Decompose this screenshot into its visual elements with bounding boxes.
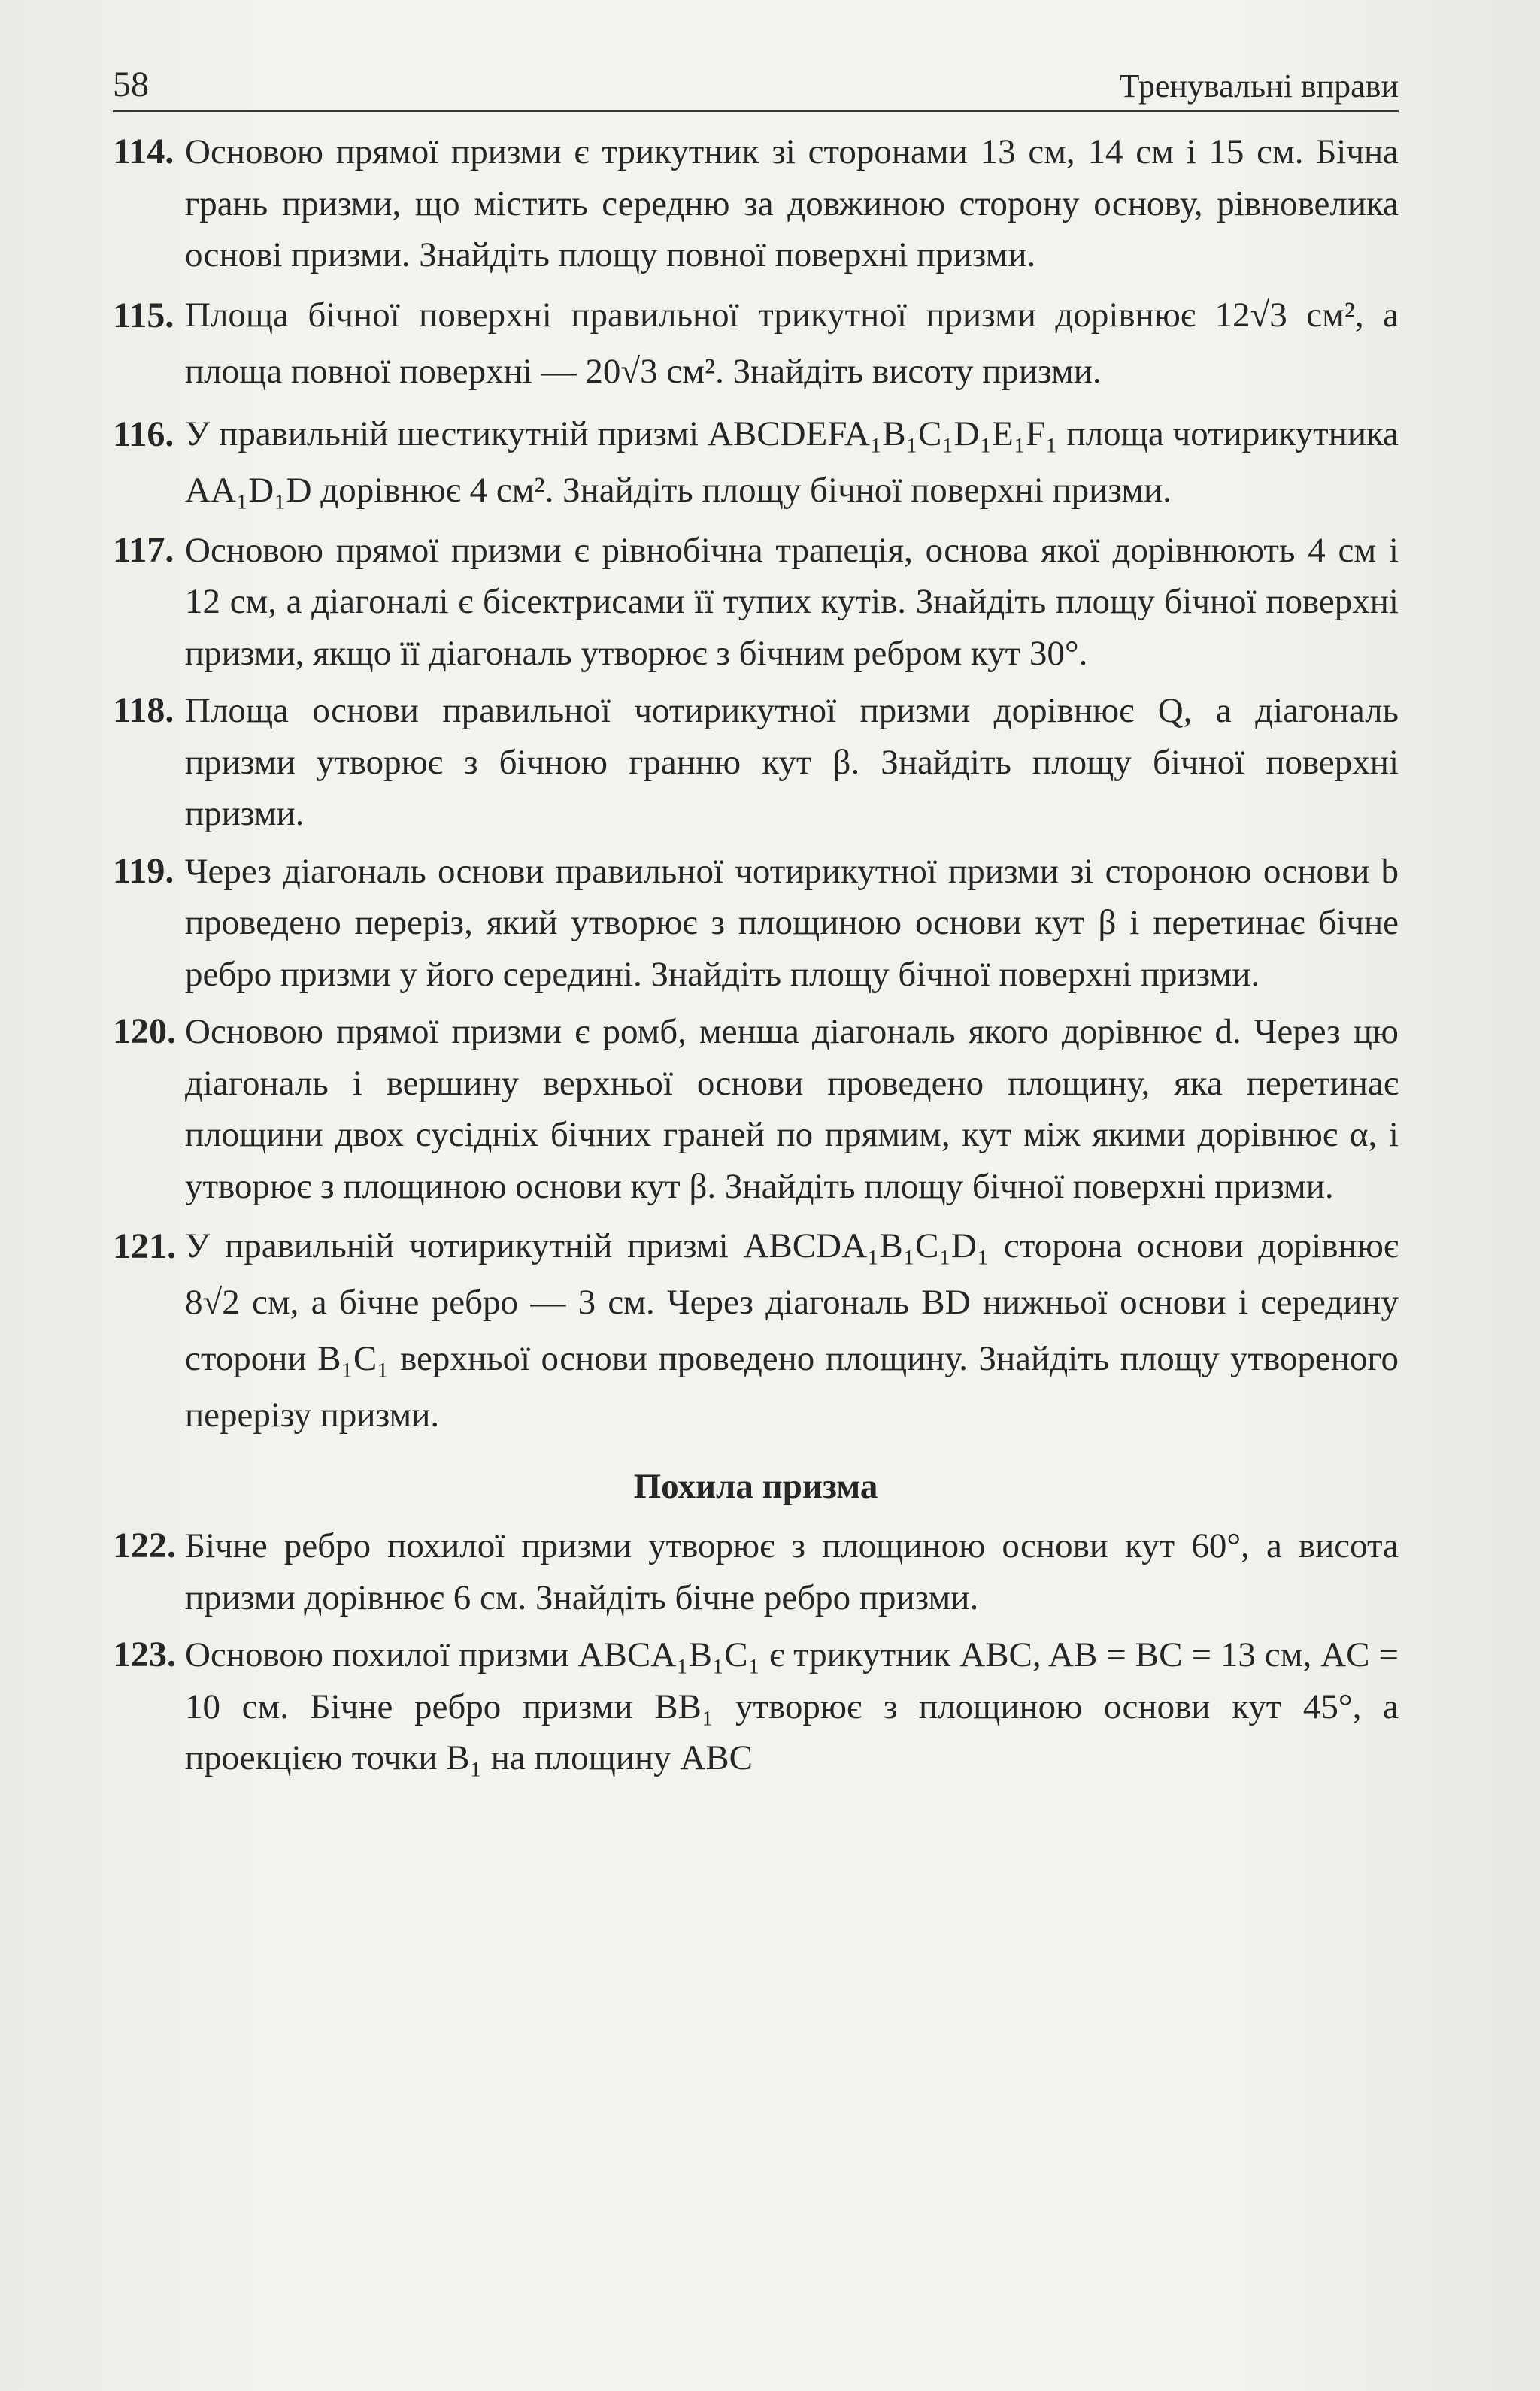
problem-text: Основою похилої призми ABCA₁B₁C₁ є трикутник ABC, AB = BC = 13 см, AC = 10 см. Бічне ребро призми BB₁ утворює з площиною основи кут 45°, а проекцією точки B₁ на площину ABC	[185, 1635, 1399, 1777]
problem-number: 117.	[113, 529, 174, 570]
page-header	[113, 65, 1399, 112]
problem-text: Площа бічної поверхні правильної трикутної призми дорівнює 12√3 см², а площа повної поверхні — 20√3 см². Знайдіть висоту призми.	[185, 295, 1399, 391]
problem-text: Через діагональ основи правильної чотирикутної призми зі стороною основи b проведено переріз, який утворює з площиною основи кут β і перетинає бічне ребро призми у його середині. Знайдіть площу бічної поверхні призми.	[185, 851, 1399, 994]
problem-text: Основою прямої призми є ромб, менша діагональ якого дорівнює d. Через цю діагональ і вершину верхньої основи проведено площину, яка перетинає площини двох сусідніх бічних граней по прямим, кут між якими дорівнює α, і утворює з площиною основи кут β. Знайдіть площу бічної поверхні призми.	[185, 1012, 1399, 1206]
problem-text: Основою прямої призми є рівнобічна трапеція, основа якої дорівнюють 4 см і 12 см, а діагоналі є бісектрисами її тупих кутів. Знайдіть площу бічної поверхні призми, якщо її діагональ утворює з бічним ребром кут 30°.	[185, 530, 1399, 673]
problem-number: 122.	[113, 1526, 176, 1565]
problem-122	[113, 1520, 1399, 1623]
problem-117	[113, 525, 1399, 680]
running-title: Тренувальні вправи	[1119, 68, 1399, 105]
problem-119	[113, 846, 1399, 1001]
section-heading: Похила призма	[633, 1467, 878, 1506]
page-number: 58	[113, 65, 149, 105]
problem-116	[113, 406, 1399, 519]
problem-text: Основою прямої призми є трикутник зі сторонами 13 см, 14 см і 15 см. Бічна грань призми, що містить середню за довжиною сторону основу, рівновелика основі призми. Знайдіть площу повної поверхні призми.	[185, 132, 1399, 274]
problem-118	[113, 685, 1399, 840]
problem-number: 120.	[113, 1011, 176, 1051]
problem-text: Бічне ребро похилої призми утворює з площиною основи кут 60°, а висота призми дорівнює 6 см. Знайдіть бічне ребро призми.	[185, 1526, 1399, 1617]
problem-115	[113, 287, 1399, 400]
problem-number: 119.	[113, 850, 174, 891]
problem-number: 115.	[113, 295, 174, 335]
problem-number: 121.	[113, 1226, 176, 1266]
problem-121	[113, 1218, 1399, 1444]
problem-number: 114.	[113, 132, 174, 171]
problem-text: У правильній чотирикутній призмі ABCDA₁B₁C₁D₁ сторона основи дорівнює 8√2 см, а бічне ребро — 3 см. Через діагональ BD нижньої основи і середину сторони B₁C₁ верхньої основи проведено площину. Знайдіть площу утвореного перерізу призми.	[185, 1226, 1399, 1435]
problem-120	[113, 1006, 1399, 1212]
page-content	[113, 126, 1399, 1790]
problem-text: Площа основи правильної чотирикутної призми дорівнює Q, а діагональ призми утворює з бічною гранню кут β. Знайдіть площу бічної поверхні призми.	[185, 691, 1399, 833]
problem-number: 116.	[113, 414, 174, 454]
problem-text: У правильній шестикутній призмі ABCDEFA₁B₁C₁D₁E₁F₁ площа чотирикутника AA₁D₁D дорівнює 4 см². Знайдіть площу бічної поверхні призми.	[185, 414, 1399, 510]
problem-number: 118.	[113, 690, 174, 730]
problem-114	[113, 126, 1399, 281]
problem-number: 123.	[113, 1635, 176, 1674]
problem-123	[113, 1629, 1399, 1784]
